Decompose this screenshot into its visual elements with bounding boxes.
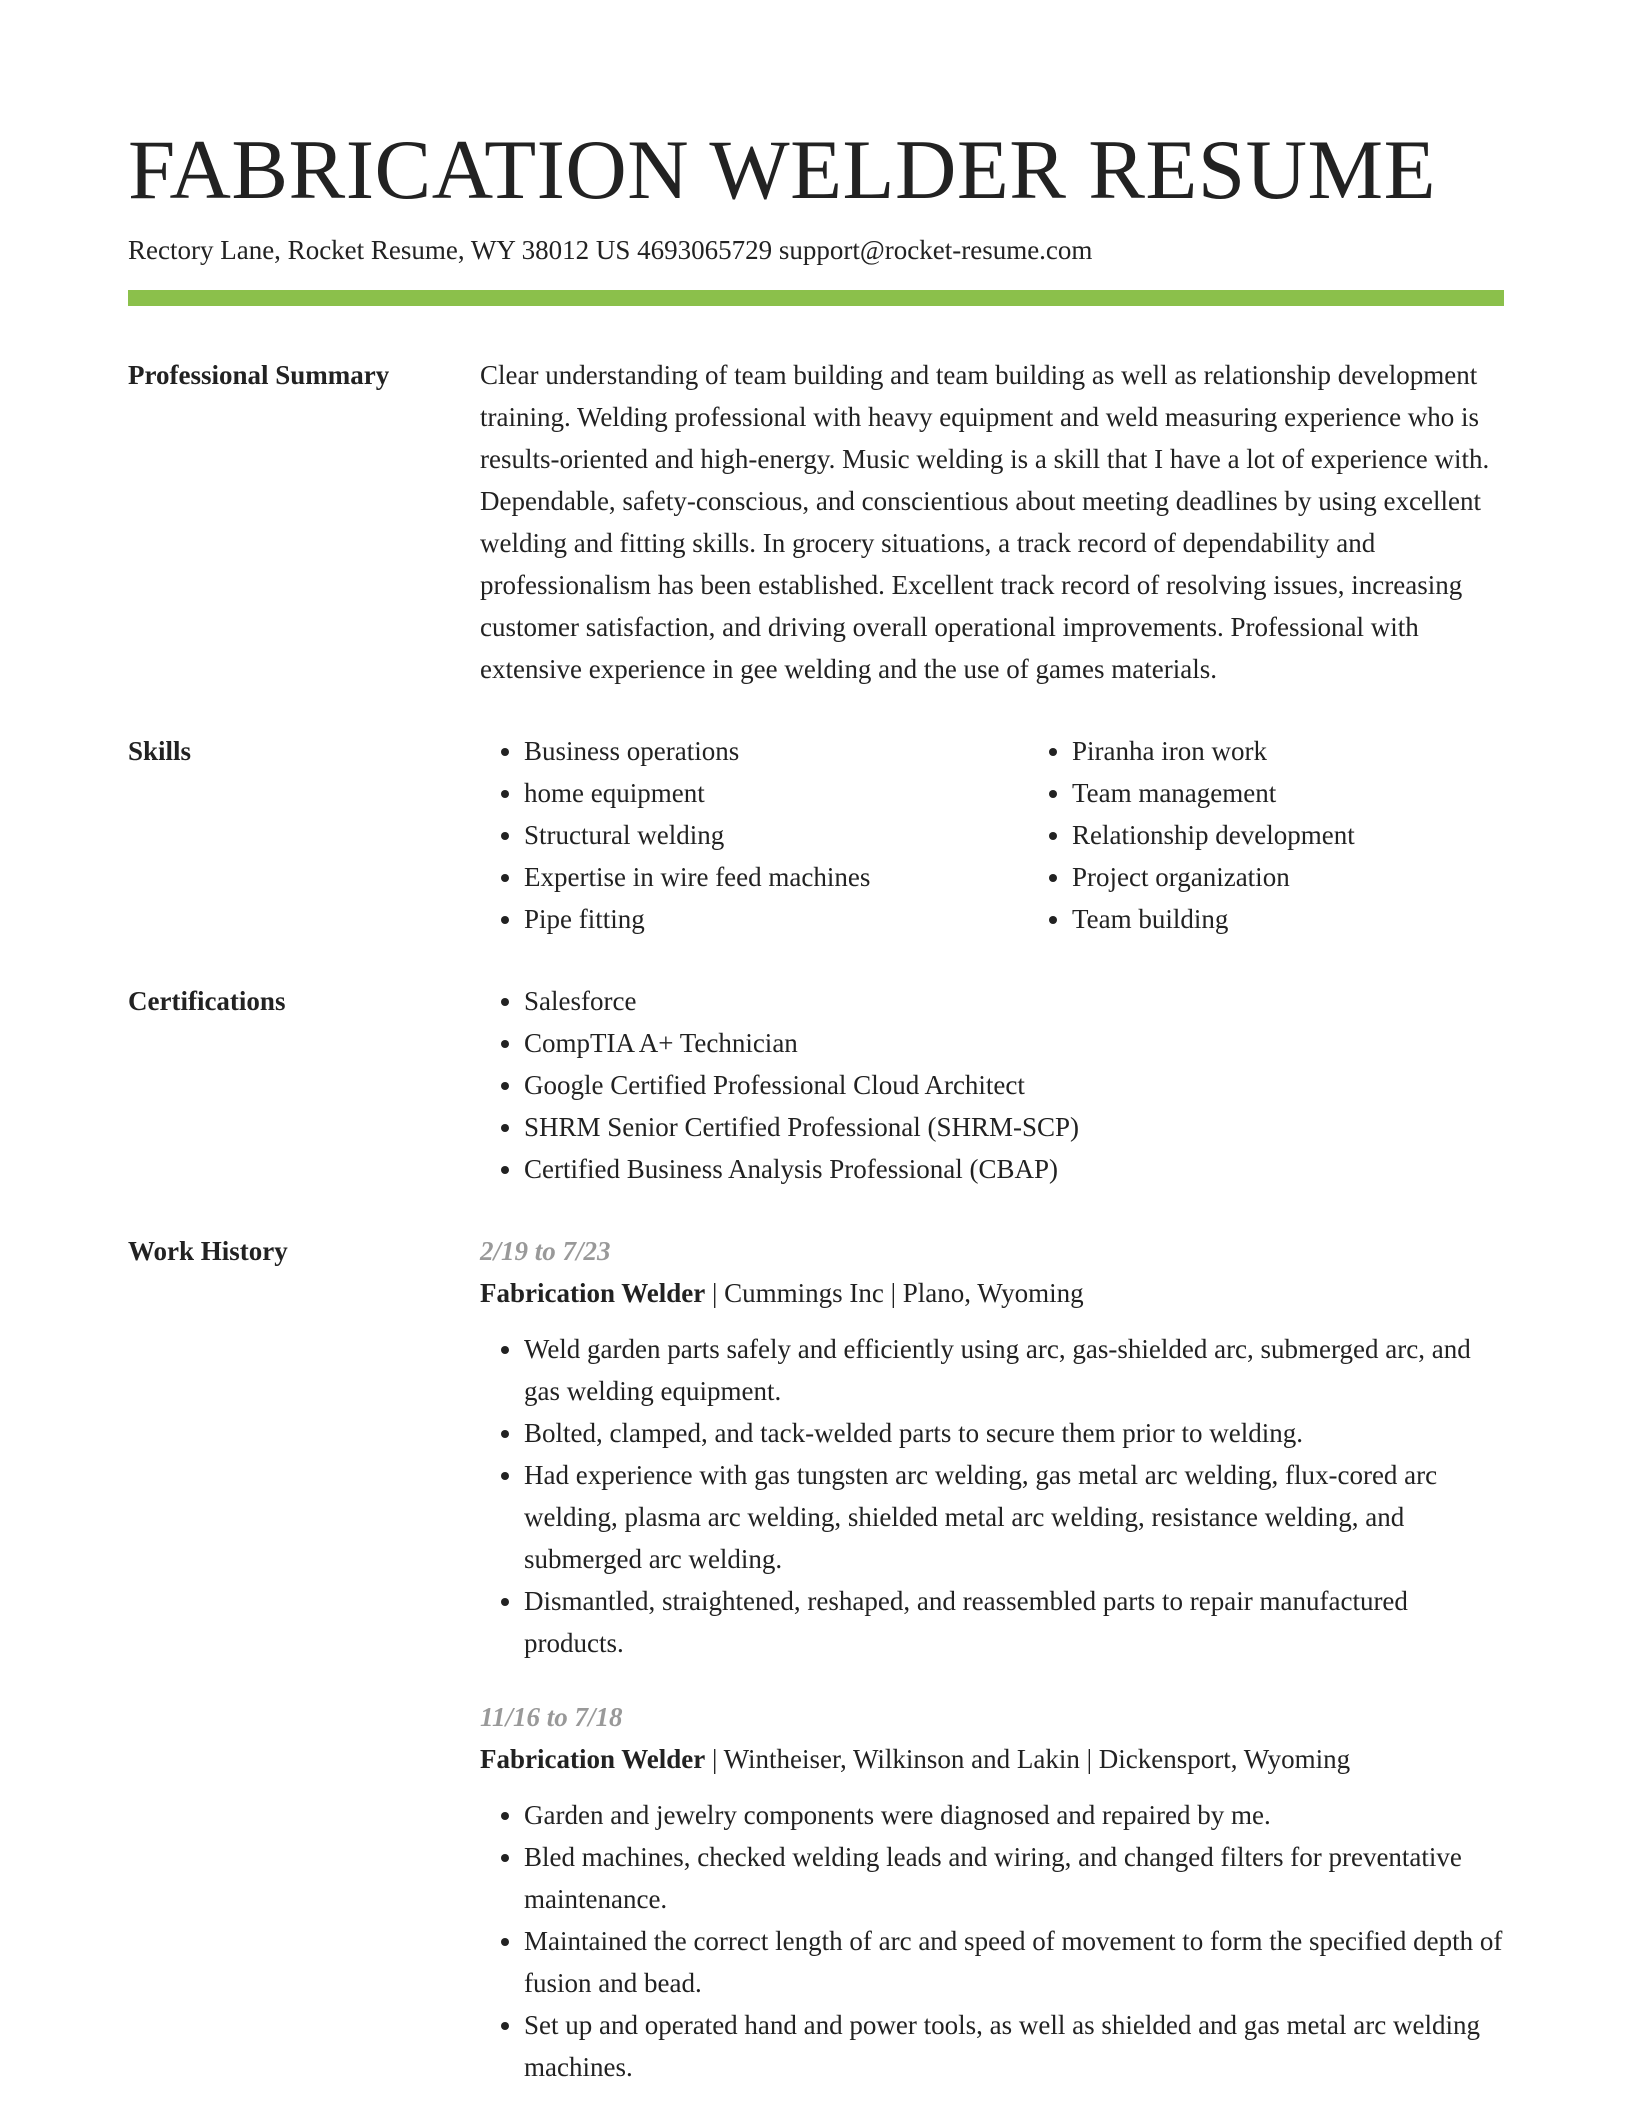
skills-list-left	[480, 730, 1028, 940]
job-entry	[480, 1696, 1504, 2088]
skills-grid	[480, 730, 1576, 940]
job-entry	[480, 1230, 1504, 1664]
section-label-work-history: Work History	[128, 1236, 288, 1266]
header-divider	[128, 290, 1504, 306]
certification-item: • Google Certified Professional Cloud Architect	[524, 1064, 1504, 1106]
skill-item: • Piranha iron work	[1072, 730, 1576, 772]
job-bullet: • Had experience with gas tungsten arc welding, gas metal arc welding, flux-cored arc welding, plasma arc welding, shielded metal arc welding, resistance welding, and submerged arc welding.	[524, 1454, 1504, 1580]
certification-item: • CompTIA A+ Technician	[524, 1022, 1504, 1064]
job-bullet: • Weld garden parts safely and efficiently using arc, gas-shielded arc, submerged arc, and gas welding equipment.	[524, 1328, 1504, 1412]
job-bullets	[480, 1794, 1504, 2088]
job-title: Fabrication Welder	[480, 1744, 706, 1774]
skill-item: • Relationship development	[1072, 814, 1576, 856]
contact-info: Rectory Lane, Rocket Resume, WY 38012 US 4693065729 support@rocket-resume.com	[128, 235, 1093, 265]
job-dates: 11/16 to 7/18	[480, 1702, 623, 1732]
work-history-body	[480, 1230, 1504, 2088]
certifications-list	[480, 980, 1504, 1190]
job-bullet: • Dismantled, straightened, reshaped, and reassembled parts to repair manufactured products.	[524, 1580, 1504, 1664]
certification-item: • Certified Business Analysis Professional (CBAP)	[524, 1148, 1504, 1190]
skill-item: • Project organization	[1072, 856, 1576, 898]
skill-item: • Pipe fitting	[524, 898, 1028, 940]
resume-title: FABRICATION WELDER RESUME	[128, 123, 1437, 217]
job-title: Fabrication Welder	[480, 1278, 706, 1308]
certifications-section	[128, 980, 1504, 1190]
skill-item: • home equipment	[524, 772, 1028, 814]
skill-item: • Team management	[1072, 772, 1576, 814]
job-bullet: • Bolted, clamped, and tack-welded parts to secure them prior to welding.	[524, 1412, 1504, 1454]
job-header	[480, 1272, 1504, 1314]
skill-item: • Business operations	[524, 730, 1028, 772]
job-details: | Cummings Inc | Plano, Wyoming	[705, 1278, 1084, 1308]
job-bullet: • Set up and operated hand and power tools, as well as shielded and gas metal arc welding machines.	[524, 2004, 1504, 2088]
resume-page	[128, 0, 1504, 2088]
skill-item: • Team building	[1072, 898, 1576, 940]
section-label-summary: Professional Summary	[128, 360, 390, 390]
summary-body	[480, 354, 1504, 690]
skill-item: • Structural welding	[524, 814, 1028, 856]
summary-section	[128, 354, 1504, 690]
skills-list-right	[1028, 730, 1576, 940]
job-details: | Wintheiser, Wilkinson and Lakin | Dickensport, Wyoming	[705, 1744, 1351, 1774]
job-bullet: • Garden and jewelry components were diagnosed and repaired by me.	[524, 1794, 1504, 1836]
skill-item: • Expertise in wire feed machines	[524, 856, 1028, 898]
certification-item: • SHRM Senior Certified Professional (SHRM-SCP)	[524, 1106, 1504, 1148]
section-label-skills: Skills	[128, 736, 192, 766]
summary-text: Clear understanding of team building and team building as well as relationship development training. Welding professional with heavy equipment and weld measuring experience who is results-oriented and high-energy. Music welding is a skill that I have a lot of experience with. Dependable, safety-conscious, and conscientious about meeting deadlines by using excellent welding and fitting skills. In grocery situations, a track record of dependability and professionalism has been established. Excellent track record of resolving issues, increasing customer satisfaction, and driving overall operational improvements. Professional with extensive experience in gee welding and the use of games materials.	[480, 360, 1490, 684]
certifications-body	[480, 980, 1504, 1190]
job-dates: 2/19 to 7/23	[480, 1236, 611, 1266]
job-bullet: • Maintained the correct length of arc and speed of movement to form the specified depth of fusion and bead.	[524, 1920, 1504, 2004]
job-header	[480, 1738, 1504, 1780]
skills-section	[128, 730, 1504, 940]
job-bullet: • Bled machines, checked welding leads and wiring, and changed filters for preventative maintenance.	[524, 1836, 1504, 1920]
certification-item: • Salesforce	[524, 980, 1504, 1022]
work-history-section	[128, 1230, 1504, 2088]
job-bullets	[480, 1328, 1504, 1664]
section-label-certifications: Certifications	[128, 986, 286, 1016]
